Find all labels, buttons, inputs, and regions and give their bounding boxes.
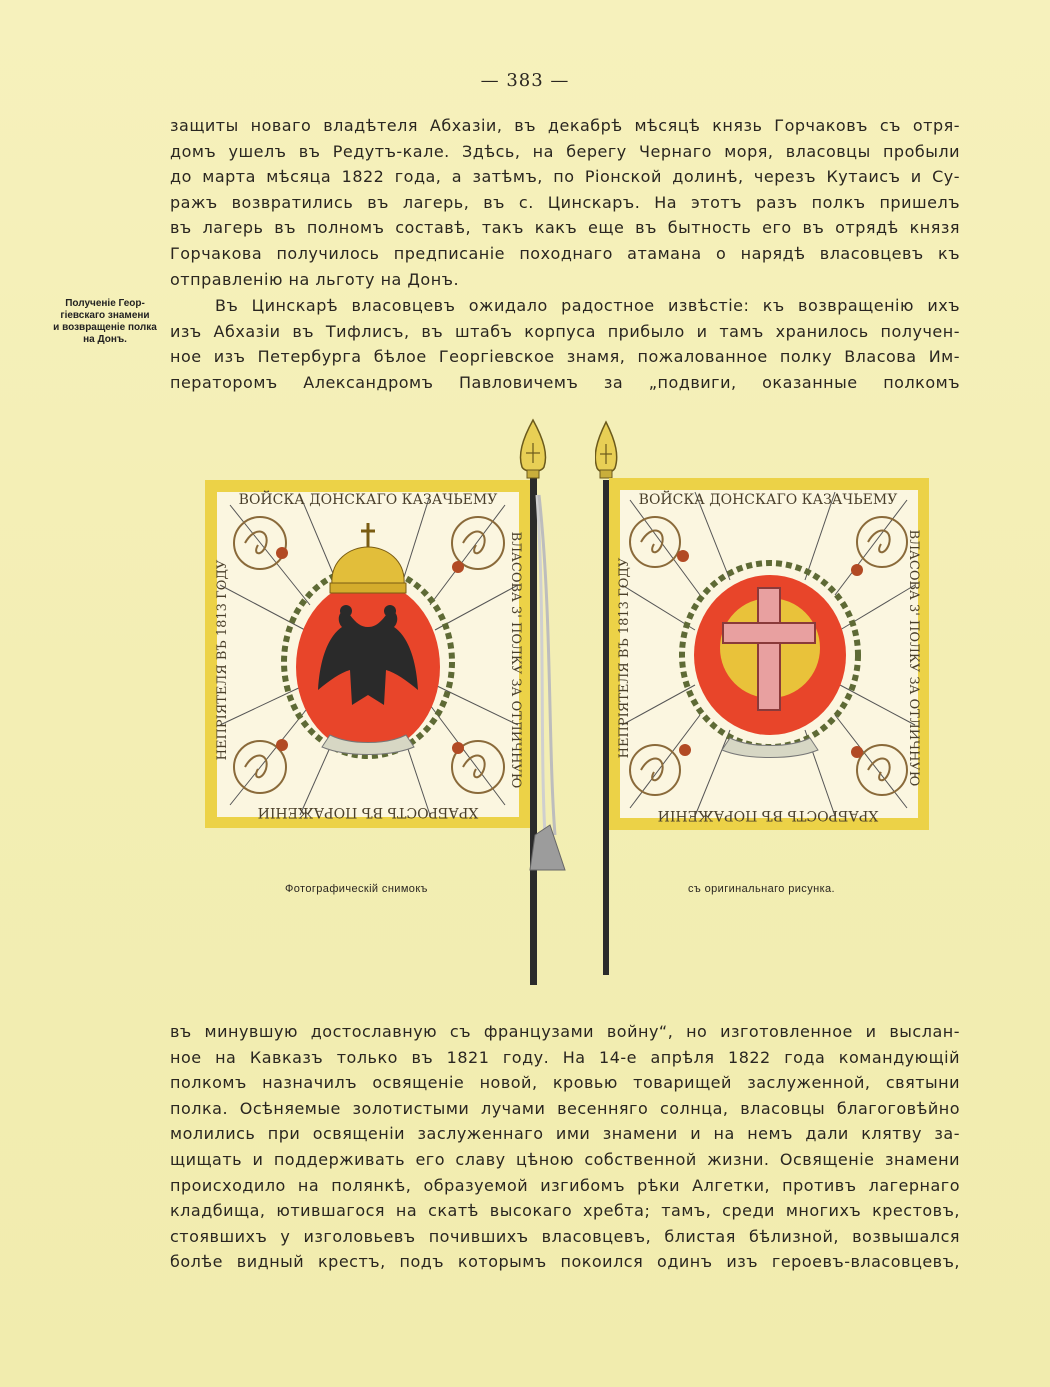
text-line: ное на Кавказъ только въ 1821 году. На 14-е апрѣля 1822 года командующій [170,1047,960,1067]
margin-note [40,298,170,346]
flag-top-text: ВОЙСКА ДОНСКАГО КАЗАЧЬЕМУ [638,492,898,508]
right-figure-caption: съ оригинальнаго рисунка. [688,883,836,895]
text-line: кладбища, ютившагося на скатѣ высокаго хребта; тамъ, среди многихъ крестовъ, [170,1201,960,1221]
paragraph-1 [170,113,960,292]
text-line: въ минувшую достославную съ французами войну“, но изготовленное и выслан- [170,1022,960,1041]
text-line: болѣе видный крестъ, подъ которымъ покоился одинъ изъ героевъ-власовцевъ, [170,1252,960,1272]
text-line: защиты новаго владѣтеля Абхазіи, въ декабрѣ мѣсяцѣ князь Горчаковъ съ отря- [170,116,960,135]
text-line: ражъ возвратились въ лагерь, въ с. Цинскаръ. На этотъ разъ полкъ пришелъ [170,192,960,212]
margin-note-line: на Донъ. [83,334,127,345]
text-line: въ лагерь въ полномъ составѣ, такъ какъ еще въ бытность его въ отрядѣ князя [170,218,960,238]
text-line: домъ ушелъ въ Редутъ-кале. Здѣсь, на берегу Чернаго моря, власовцы пробыли [170,141,960,161]
flag-bottom-text: ХРАБРОСТЬ ВЪ ПОРАЖЕНІИ [657,807,879,823]
margin-note-line: и возвращеніе полка [53,322,157,333]
paragraph-2 [170,293,960,395]
margin-note-line: гіевскаго знамени [60,310,150,321]
text-line: полка. Осѣняемые золотистыми лучами весенняго солнца, власовцы благоговѣйно [170,1098,960,1118]
flag-right-text: ВЛАСОВА 3' ПОЛКУ ЗА ОТЛИЧНУЮ [906,529,921,787]
page-number: — 383 — [480,70,570,91]
flag-top-text: ВОЙСКА ДОНСКАГО КАЗАЧЬЕМУ [238,492,498,508]
margin-note-line: Полученіе Геор- [65,298,145,309]
flag-left-text: НЕПРІЯТЕЛЯ ВЪ 1813 ГОДУ [215,559,230,761]
text-line: происходило на полянкѣ, образуемой изгибомъ рѣки Алгетки, противъ лагернаго [170,1175,960,1195]
flag-pole [530,475,537,985]
text-line: Горчакова получилось предписаніе походнаго атамана о нарядѣ власовцевъ къ [170,243,960,263]
text-line: до марта мѣсяца 1822 года, а затѣмъ, по Ріонской долинѣ, черезъ Кутаисъ и Су- [170,167,960,187]
flag-left-text: НЕПРІЯТЕЛЯ ВЪ 1813 ГОДУ [617,557,632,759]
text-line: щищать и поддерживать его славу цѣною собственной жизни. Освященіе знамени [170,1149,960,1169]
flag-pole [603,480,609,975]
text-line: изъ Абхазіи въ Тифлисъ, въ штабъ корпуса прибыло и тамъ хранилось получен- [170,321,960,341]
text-line: молились при освященіи заслуженнаго ими знамени и на немъ дали клятву за- [170,1124,960,1144]
text-line: стоявшихъ у изголовьевъ почившихъ власовцевъ, блистая бѣлизной, возвышался [170,1226,960,1246]
text-line: отправленію на льготу на Донъ. [170,269,460,289]
text-line: ператоромъ Александромъ Павловичемъ за „подвиги, оказанные полкомъ [170,372,960,392]
flag-right-text: ВЛАСОВА 3' ПОЛКУ ЗА ОТЛИЧНУЮ [508,531,523,789]
left-figure-caption: Фотографическій снимокъ [285,883,428,895]
text-line: ное изъ Петербурга бѣлое Георгіевское знамя, пожалованное полку Власова Им- [170,347,960,367]
paragraph-3 [170,1019,960,1275]
right-flag-illustration [595,420,940,980]
left-flag-illustration [200,415,570,990]
flag-bottom-text: ХРАБРОСТЬ ВЪ ПОРАЖЕНІИ [257,804,479,820]
text-line: полкомъ назначилъ освященіе новой, кровью товарищей заслуженной, святыни [170,1073,960,1093]
text-line: Въ Цинскарѣ власовцевъ ожидало радостное извѣстіе: къ возвращенію ихъ [215,296,960,315]
